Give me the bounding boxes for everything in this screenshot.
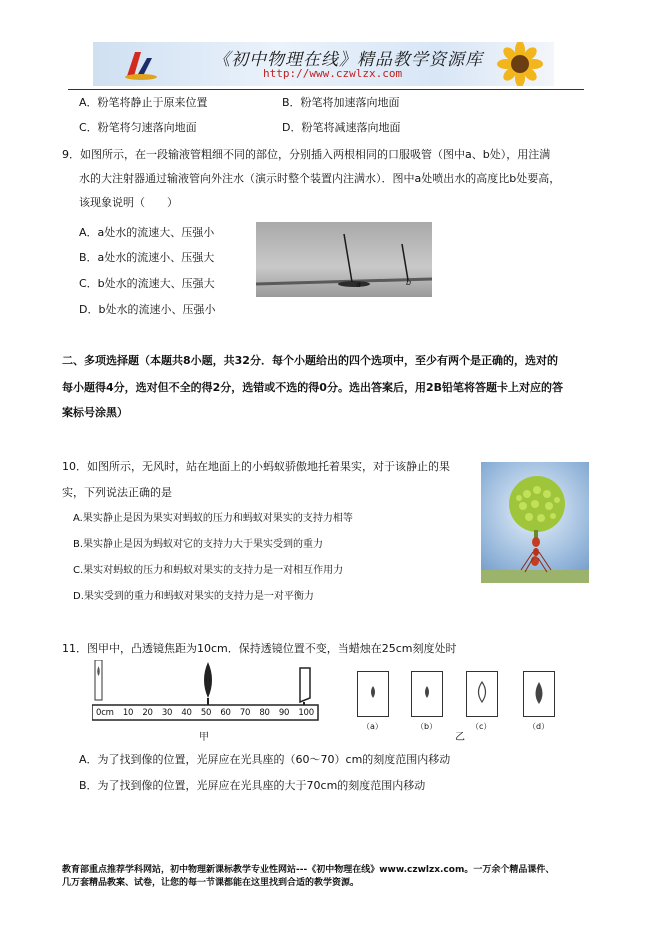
q11-label-yi: 乙	[455, 732, 465, 743]
ruler-tick-100: 100	[298, 708, 314, 718]
q10-option-a: A.果实静止是因为果实对蚂蚁的压力和蚂蚁对果实的支持力相等	[73, 513, 353, 524]
q11-label-jia: 甲	[199, 732, 209, 743]
banner-title: 《初中物理在线》精品教学资源库	[213, 50, 483, 70]
q9-stem-line-1: 9．如图所示，在一段输液管粗细不同的部位，分别插入两根相同的口服吸管（图中a、b处），用注满	[62, 148, 551, 161]
q9-label-b: b	[406, 278, 412, 287]
footer-line-1: 教育部重点推荐学科网站，初中物理新课标教学专业性网站---《初中物理在线》www.czwlzx.com。一万余个精品课件、	[62, 865, 555, 875]
ruler-tick-20: 20	[142, 708, 153, 718]
section2-line-2: 每小题得4分，选对但不全的得2分，选错或不选的得0分。选出答案后，用2B铅笔将答题卡上对应的答	[62, 381, 563, 394]
q11-option-a: A．为了找到像的位置，光屏应在光具座的（60～70）cm的刻度范围内移动	[79, 753, 451, 766]
ruler-tick-10: 10	[122, 708, 134, 718]
q11-image-a	[357, 671, 389, 717]
q11-figure-jia	[92, 660, 320, 722]
banner-url[interactable]: http://www.czwlzx.com	[263, 67, 403, 80]
q11-label-a: （a）	[362, 722, 383, 731]
q9-stem-line-3: 该现象说明（ ）	[79, 196, 178, 209]
q11-label-d: （d）	[528, 722, 550, 731]
header-rule	[68, 89, 584, 90]
q10-stem-line-2: 实，下列说法正确的是	[62, 486, 172, 499]
flame-icon	[467, 672, 497, 716]
q11-stem: 11．图甲中，凸透镜焦距为10cm．保持透镜位置不变，当蜡烛在25cm刻度处时	[62, 642, 457, 655]
logo-icon	[121, 46, 161, 82]
ruler-tick-50: 50	[200, 708, 212, 718]
q9-stem-line-2: 水的大注射器通过输液管向外注水（演示时整个装置内注满水）．图中a处喷出水的高度比b处要高，	[79, 172, 561, 185]
q11-image-c	[466, 671, 498, 717]
ruler-tick-40: 40	[181, 708, 192, 718]
q10-stem-line-1: 10．如图所示，无风时，站在地面上的小蚂蚁骄傲地托着果实，对于该静止的果	[62, 460, 450, 473]
ruler-scale	[96, 708, 314, 718]
q8-option-a: A．粉笔将静止于原来位置	[79, 96, 208, 109]
footer-line-2: 几万套精品教案、试卷，让您的每一节课都能在这里找到合适的教学资源。	[62, 878, 360, 888]
q8-option-b: B．粉笔将加速落向地面	[282, 96, 400, 109]
q9-label-a: a	[356, 280, 361, 289]
q10-figure-ant	[481, 462, 589, 583]
q10-option-c: C.果实对蚂蚁的压力和蚂蚁对果实的支持力是一对相互作用力	[73, 565, 344, 576]
flame-icon	[358, 672, 388, 716]
q9-option-b: B．a处水的流速小、压强大	[79, 251, 215, 264]
q10-option-d: D.果实受到的重力和蚂蚁对果实的支持力是一对平衡力	[73, 591, 314, 602]
ruler-tick-90: 90	[278, 708, 290, 718]
section2-line-3: 案标号涂黑）	[62, 406, 128, 419]
q9-option-a: A．a处水的流速大、压强小	[79, 226, 215, 239]
ruler-tick-0: 0cm	[96, 708, 114, 718]
q10-option-b: B.果实静止是因为蚂蚁对它的支持力大于果实受到的重力	[73, 539, 324, 550]
ruler-tick-30: 30	[161, 708, 173, 718]
section2-line-1: 二、多项选择题（本题共8小题，共32分．每个小题给出的四个选项中，至少有两个是正确的，选对的	[62, 354, 558, 367]
q11-option-b: B．为了找到像的位置，光屏应在光具座的大于70cm的刻度范围内移动	[79, 779, 426, 792]
q9-option-d: D．b处水的流速小、压强小	[79, 303, 216, 316]
q9-option-c: C．b处水的流速大、压强大	[79, 277, 215, 290]
q8-option-d: D．粉笔将减速落向地面	[282, 121, 401, 134]
q11-image-b	[411, 671, 443, 717]
q8-option-c: C．粉笔将匀速落向地面	[79, 121, 197, 134]
flame-icon	[412, 672, 442, 716]
sunflower-icon	[486, 42, 554, 86]
q9-figure	[256, 222, 432, 297]
q11-image-d	[523, 671, 555, 717]
q11-label-b: （b）	[416, 722, 438, 731]
header-banner	[93, 42, 554, 86]
flame-icon	[524, 672, 554, 716]
ruler-tick-70: 70	[239, 708, 251, 718]
ruler-tick-60: 60	[220, 708, 231, 718]
ruler-tick-80: 80	[259, 708, 270, 718]
q11-label-c: （c）	[471, 722, 492, 731]
